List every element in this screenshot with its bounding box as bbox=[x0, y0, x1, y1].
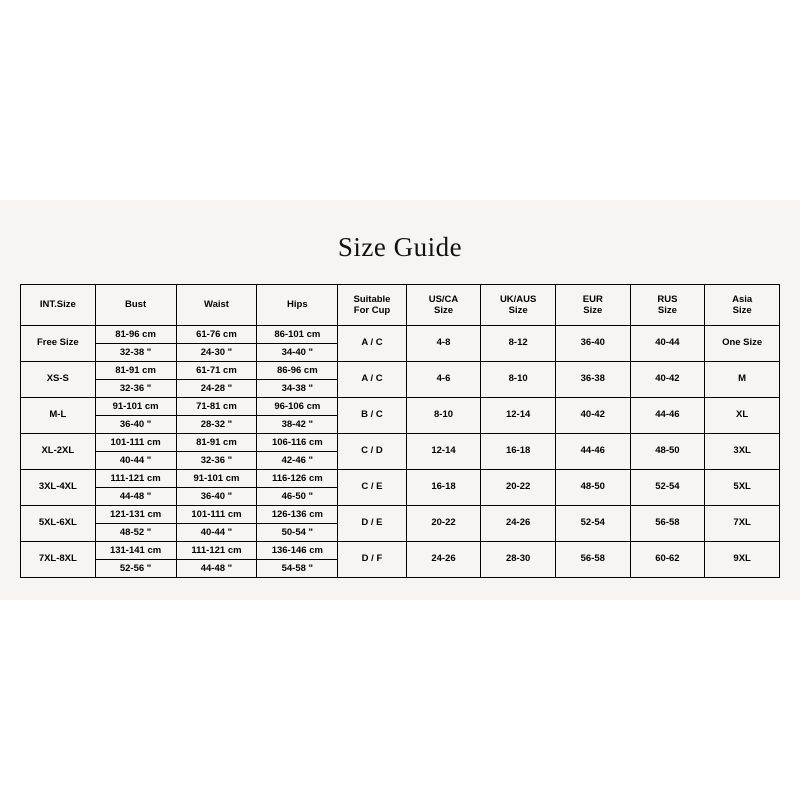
cell-waist bbox=[176, 434, 257, 470]
cell-hips-cm: 86-101 cm bbox=[257, 326, 337, 344]
table-row bbox=[21, 326, 780, 362]
cell-hips-in: 34-38 " bbox=[281, 383, 314, 394]
cell-int-size: 7XL-8XL bbox=[21, 542, 96, 578]
cell-cup: C / E bbox=[338, 470, 406, 506]
table-row bbox=[21, 362, 780, 398]
cell-hips-cm: 106-116 cm bbox=[257, 434, 337, 452]
column-header-asia-size bbox=[705, 285, 780, 326]
cell-asia: One Size bbox=[705, 326, 780, 362]
cell-rus: 56-58 bbox=[630, 506, 705, 542]
cell-int-size: 3XL-4XL bbox=[21, 470, 96, 506]
cell-us-ca: 4-8 bbox=[406, 326, 481, 362]
cell-hips-in: 50-54 " bbox=[281, 527, 314, 538]
cell-waist-in: 36-40 " bbox=[200, 491, 233, 502]
cell-waist bbox=[176, 542, 257, 578]
column-header-rus-line2: Size bbox=[657, 305, 677, 316]
cell-hips-in: 38-42 " bbox=[281, 419, 314, 430]
cell-bust bbox=[95, 470, 176, 506]
cell-waist-in: 40-44 " bbox=[200, 527, 233, 538]
cell-asia: M bbox=[705, 362, 780, 398]
cell-bust-cm: 111-121 cm bbox=[96, 470, 176, 488]
column-header-waist bbox=[176, 285, 257, 326]
cell-bust-cm: 131-141 cm bbox=[96, 542, 176, 560]
cell-uk-aus: 12-14 bbox=[481, 398, 556, 434]
page-title: Size Guide bbox=[337, 232, 463, 262]
cell-us-ca: 8-10 bbox=[406, 398, 481, 434]
cell-eur: 56-58 bbox=[555, 542, 630, 578]
cell-int-size: XS-S bbox=[21, 362, 96, 398]
cell-bust-in: 32-36 " bbox=[119, 383, 152, 394]
cell-asia: 9XL bbox=[705, 542, 780, 578]
cell-cup: A / C bbox=[338, 326, 406, 362]
cell-hips bbox=[257, 326, 338, 362]
cell-us-ca: 12-14 bbox=[406, 434, 481, 470]
cell-waist-cm: 111-121 cm bbox=[177, 542, 257, 560]
cell-waist-in: 24-30 " bbox=[200, 347, 233, 358]
cell-rus: 40-42 bbox=[630, 362, 705, 398]
table-body bbox=[21, 326, 780, 578]
column-header-bust-line1: Bust bbox=[125, 299, 147, 311]
cell-eur: 48-50 bbox=[555, 470, 630, 506]
column-header-hips bbox=[257, 285, 338, 326]
cell-eur: 36-38 bbox=[555, 362, 630, 398]
cell-hips-cm: 86-96 cm bbox=[257, 362, 337, 380]
cell-waist bbox=[176, 398, 257, 434]
cell-asia: 7XL bbox=[705, 506, 780, 542]
cell-cup: B / C bbox=[338, 398, 406, 434]
cell-uk-aus: 24-26 bbox=[481, 506, 556, 542]
cell-uk-aus: 20-22 bbox=[481, 470, 556, 506]
cell-hips-in: 54-58 " bbox=[281, 563, 314, 574]
cell-cup: D / F bbox=[338, 542, 406, 578]
cell-us-ca: 24-26 bbox=[406, 542, 481, 578]
cell-us-ca: 4-6 bbox=[406, 362, 481, 398]
cell-bust-cm: 121-131 cm bbox=[96, 506, 176, 524]
cell-hips bbox=[257, 470, 338, 506]
column-header-int-size bbox=[21, 285, 96, 326]
column-header-int-size-line1: INT.Size bbox=[39, 299, 76, 311]
cell-rus: 40-44 bbox=[630, 326, 705, 362]
column-header-eur-line2: Size bbox=[583, 305, 603, 316]
cell-asia: XL bbox=[705, 398, 780, 434]
column-header-suitable-for-cup bbox=[338, 285, 406, 326]
cell-bust bbox=[95, 326, 176, 362]
column-header-ukaus-line2: Size bbox=[508, 305, 528, 316]
cell-int-size: 5XL-6XL bbox=[21, 506, 96, 542]
cell-waist-cm: 61-71 cm bbox=[177, 362, 257, 380]
cell-uk-aus: 16-18 bbox=[481, 434, 556, 470]
column-header-ukaus-line1: UK/AUS bbox=[499, 293, 537, 305]
size-guide-table-container bbox=[20, 284, 780, 578]
cell-eur: 40-42 bbox=[555, 398, 630, 434]
cell-bust bbox=[95, 362, 176, 398]
column-header-usca-line2: Size bbox=[434, 305, 454, 316]
cell-bust-in: 32-38 " bbox=[119, 347, 152, 358]
cell-int-size: Free Size bbox=[21, 326, 96, 362]
column-header-us-ca-size bbox=[406, 285, 481, 326]
cell-us-ca: 20-22 bbox=[406, 506, 481, 542]
table-row bbox=[21, 470, 780, 506]
cell-waist bbox=[176, 470, 257, 506]
cell-cup: C / D bbox=[338, 434, 406, 470]
cell-waist-cm: 91-101 cm bbox=[177, 470, 257, 488]
cell-eur: 44-46 bbox=[555, 434, 630, 470]
cell-bust bbox=[95, 434, 176, 470]
column-header-rus-line1: RUS bbox=[657, 293, 678, 305]
column-header-cup-line2: For Cup bbox=[353, 305, 391, 316]
cell-bust-in: 48-52 " bbox=[119, 527, 152, 538]
cell-waist-in: 28-32 " bbox=[200, 419, 233, 430]
cell-uk-aus: 8-12 bbox=[481, 326, 556, 362]
cell-waist-in: 32-36 " bbox=[200, 455, 233, 466]
column-header-waist-line1: Waist bbox=[203, 299, 229, 311]
cell-waist-cm: 61-76 cm bbox=[177, 326, 257, 344]
column-header-asia-line1: Asia bbox=[732, 293, 753, 305]
cell-bust bbox=[95, 398, 176, 434]
cell-eur: 36-40 bbox=[555, 326, 630, 362]
column-header-uk-aus-size bbox=[481, 285, 556, 326]
cell-asia: 3XL bbox=[705, 434, 780, 470]
cell-hips-cm: 116-126 cm bbox=[257, 470, 337, 488]
cell-int-size: M-L bbox=[21, 398, 96, 434]
cell-bust bbox=[95, 506, 176, 542]
cell-rus: 60-62 bbox=[630, 542, 705, 578]
cell-bust-cm: 81-91 cm bbox=[96, 362, 176, 380]
cell-rus: 44-46 bbox=[630, 398, 705, 434]
cell-hips bbox=[257, 506, 338, 542]
cell-bust-in: 36-40 " bbox=[119, 419, 152, 430]
cell-waist-cm: 81-91 cm bbox=[177, 434, 257, 452]
cell-hips-cm: 96-106 cm bbox=[257, 398, 337, 416]
table-header bbox=[21, 285, 780, 326]
cell-hips-in: 42-46 " bbox=[281, 455, 314, 466]
cell-hips-in: 34-40 " bbox=[281, 347, 314, 358]
cell-waist-in: 44-48 " bbox=[200, 563, 233, 574]
cell-waist bbox=[176, 362, 257, 398]
cell-hips bbox=[257, 434, 338, 470]
cell-waist bbox=[176, 506, 257, 542]
table-row bbox=[21, 434, 780, 470]
table-row bbox=[21, 542, 780, 578]
cell-cup: D / E bbox=[338, 506, 406, 542]
cell-waist bbox=[176, 326, 257, 362]
cell-us-ca: 16-18 bbox=[406, 470, 481, 506]
cell-hips-cm: 126-136 cm bbox=[257, 506, 337, 524]
table-header-row bbox=[21, 285, 780, 326]
cell-uk-aus: 28-30 bbox=[481, 542, 556, 578]
cell-hips bbox=[257, 542, 338, 578]
column-header-cup-line1: Suitable bbox=[353, 293, 391, 305]
column-header-usca-line1: US/CA bbox=[428, 293, 459, 305]
cell-bust-in: 44-48 " bbox=[119, 491, 152, 502]
table-row bbox=[21, 398, 780, 434]
column-header-bust bbox=[95, 285, 176, 326]
cell-hips-cm: 136-146 cm bbox=[257, 542, 337, 560]
cell-bust-cm: 101-111 cm bbox=[96, 434, 176, 452]
column-header-eur-line1: EUR bbox=[582, 293, 603, 305]
table-row bbox=[21, 506, 780, 542]
cell-waist-cm: 101-111 cm bbox=[177, 506, 257, 524]
cell-uk-aus: 8-10 bbox=[481, 362, 556, 398]
cell-bust-in: 40-44 " bbox=[119, 455, 152, 466]
column-header-hips-line1: Hips bbox=[287, 299, 308, 311]
cell-eur: 52-54 bbox=[555, 506, 630, 542]
cell-rus: 52-54 bbox=[630, 470, 705, 506]
cell-bust bbox=[95, 542, 176, 578]
cell-asia: 5XL bbox=[705, 470, 780, 506]
cell-cup: A / C bbox=[338, 362, 406, 398]
cell-bust-in: 52-56 " bbox=[119, 563, 152, 574]
cell-int-size: XL-2XL bbox=[21, 434, 96, 470]
cell-hips-in: 46-50 " bbox=[281, 491, 314, 502]
cell-hips bbox=[257, 362, 338, 398]
cell-waist-cm: 71-81 cm bbox=[177, 398, 257, 416]
cell-rus: 48-50 bbox=[630, 434, 705, 470]
cell-hips bbox=[257, 398, 338, 434]
column-header-asia-line2: Size bbox=[732, 305, 752, 316]
cell-bust-cm: 81-96 cm bbox=[96, 326, 176, 344]
column-header-eur-size bbox=[555, 285, 630, 326]
cell-waist-in: 24-28 " bbox=[200, 383, 233, 394]
column-header-rus-size bbox=[630, 285, 705, 326]
size-guide-table bbox=[20, 284, 780, 578]
cell-bust-cm: 91-101 cm bbox=[96, 398, 176, 416]
